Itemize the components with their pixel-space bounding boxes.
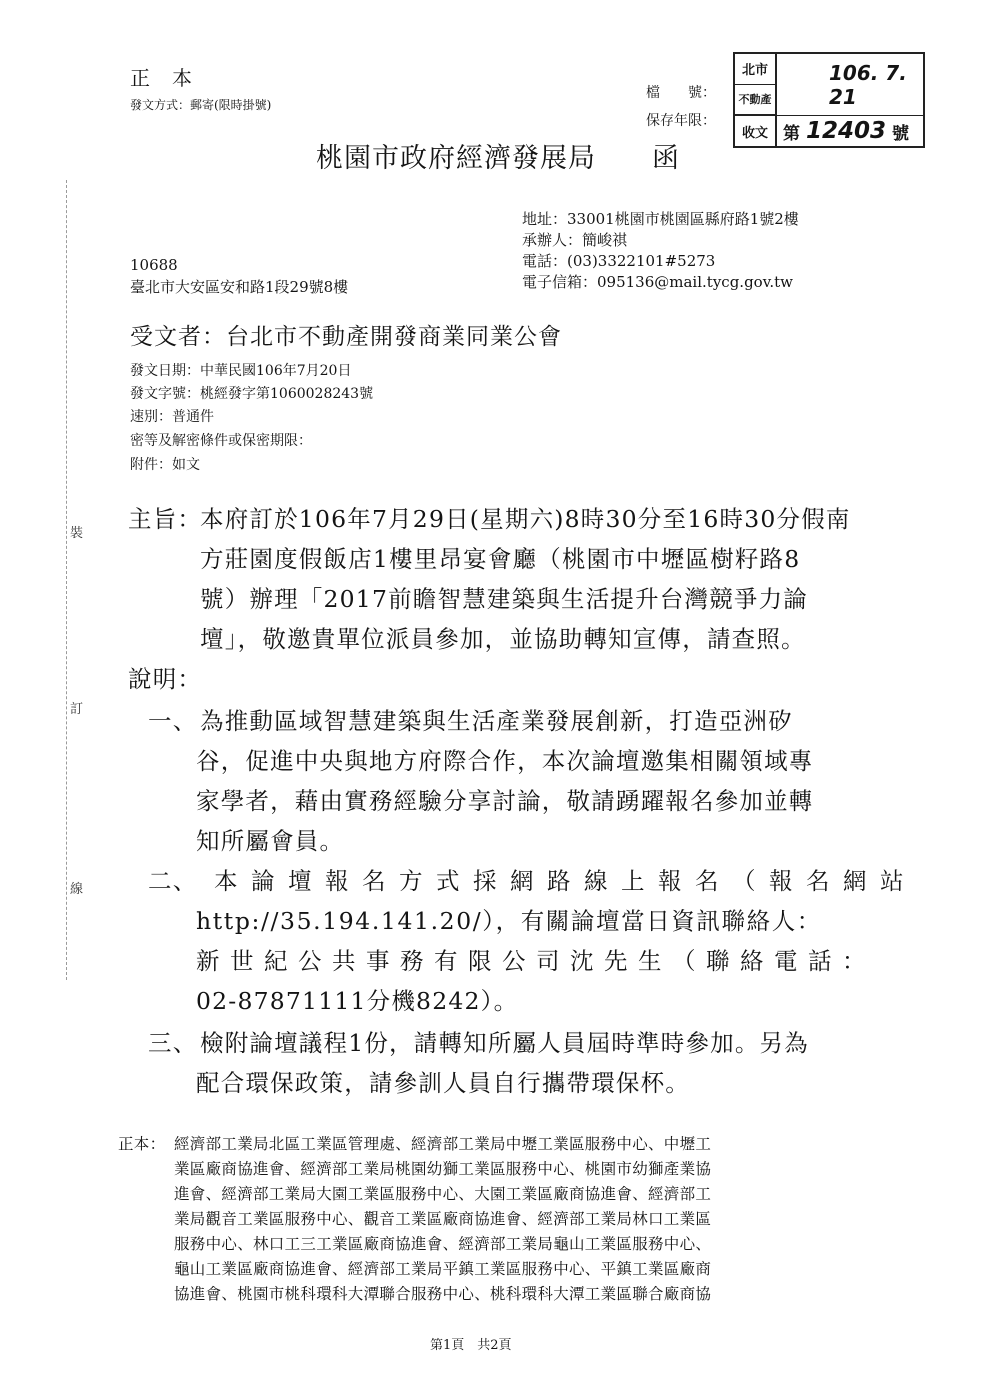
subject-line: 壇」，敬邀貴單位派員參加，並協助轉知宣傳，請查照。 [200, 625, 806, 653]
item-number: 二、 [148, 867, 198, 895]
cc-line: 經濟部工業局北區工業區管理處、經濟部工業局中壢工業區服務中心、中壢工 [174, 1135, 712, 1153]
cc-line: 業區廠商協進會、經濟部工業局桃園幼獅工業區服務中心、桃園市幼獅產業協 [174, 1160, 712, 1178]
stamp-label-3: 收文 [735, 115, 777, 146]
retention-label: 保存年限： [646, 113, 716, 129]
recipient-zip: 10688 [130, 256, 178, 274]
item-line: 為推動區域智慧建築與生活產業發展創新，打造亞洲矽 [200, 707, 793, 735]
meta-speed: 速別：普通件 [130, 409, 214, 425]
explanation-label: 說明： [128, 665, 203, 693]
copy-type: 正 本 [130, 66, 193, 90]
contact-email: 電子信箱：095136@mail.tycg.gov.tw [522, 273, 794, 291]
binding-line [66, 180, 67, 980]
stamp-num-prefix: 第 [783, 123, 800, 144]
send-method: 發文方式：郵寄(限時掛號) [130, 98, 272, 112]
stamp-label-2: 不動產 [735, 85, 777, 116]
meta-doc-no: 發文字號：桃經發字第1060028243號 [130, 386, 374, 402]
item-line: 檢附論壇議程1份，請轉知所屬人員屆時準時參加。另為 [200, 1029, 809, 1057]
item-line: 谷，促進中央與地方府際合作，本次論壇邀集相關領域專 [196, 747, 814, 775]
binding-char-2: 訂 [70, 702, 84, 717]
stamp-num-suffix: 號 [892, 123, 910, 144]
recipient: 受文者：台北市不動產開發商業同業公會 [130, 324, 562, 350]
subject-line: 方莊園度假飯店1樓里昂宴會廳（桃園市中壢區樹籽路8 [200, 545, 801, 573]
contact-handler: 承辦人：簡峻祺 [522, 231, 628, 249]
stamp-label-1: 北市 [735, 54, 777, 85]
stamp-number [777, 115, 923, 146]
contact-address: 地址：33001桃園市桃園區縣府路1號2樓 [522, 210, 799, 228]
recipient-address: 臺北市大安區安和路1段29號8樓 [130, 278, 349, 296]
item-line: 知所屬會員。 [196, 827, 345, 855]
meta-secrecy: 密等及解密條件或保密期限： [130, 433, 312, 449]
subject-line: 號）辦理「2017前瞻智慧建築與生活提升台灣競爭力論 [200, 585, 809, 613]
doc-title: 桃園市政府經濟發展局 函 [316, 143, 680, 174]
cc-line: 進會、經濟部工業局大園工業區服務中心、大園工業區廠商協進會、經濟部工 [174, 1185, 712, 1203]
cc-line: 業局觀音工業區服務中心、觀音工業區廠商協進會、經濟部工業局林口工業區 [174, 1210, 712, 1228]
cc-line: 協進會、桃園市桃科環科大潭聯合服務中心、桃科環科大潭工業區聯合廠商協 [174, 1285, 712, 1303]
item-line: 本論壇報名方式採網路線上報名（報名網站 [214, 867, 917, 895]
meta-date: 發文日期：中華民國106年7月20日 [130, 363, 352, 379]
item-line: 新世紀公共事務有限公司沈先生（聯絡電話： [196, 947, 876, 975]
subject-line: 本府訂於106年7月29日(星期六)8時30分至16時30分假南 [200, 505, 851, 533]
receipt-stamp [733, 52, 925, 148]
cc-line: 服務中心、林口工三工業區廠商協進會、經濟部工業局龜山工業區服務中心、 [174, 1235, 712, 1253]
file-no-label: 檔 號： [646, 85, 716, 101]
item-line: 家學者，藉由實務經驗分享討論，敬請踴躍報名參加並轉 [196, 787, 814, 815]
cc-label: 正本： [118, 1135, 166, 1153]
subject-label: 主旨： [128, 505, 203, 533]
binding-char-1: 裝 [70, 526, 84, 541]
meta-attachment: 附件：如文 [130, 457, 200, 473]
page-number: 第1頁 共2頁 [430, 1338, 512, 1353]
stamp-date: 106. 7. 21 [829, 60, 907, 109]
item-line: http://35.194.141.20/），有關論壇當日資訊聯絡人： [196, 907, 822, 935]
item-line: 配合環保政策，請參訓人員自行攜帶環保杯。 [196, 1069, 690, 1097]
contact-phone: 電話：(03)3322101#5273 [522, 252, 716, 270]
cc-line: 龜山工業區廠商協進會、經濟部工業局平鎮工業區服務中心、平鎮工業區廠商 [174, 1260, 712, 1278]
stamp-num-value: 12403 [806, 118, 887, 145]
binding-char-3: 線 [70, 882, 84, 897]
item-number: 一、 [148, 707, 198, 735]
item-number: 三、 [148, 1029, 198, 1057]
item-line: 02-87871111分機8242）。 [196, 987, 519, 1015]
